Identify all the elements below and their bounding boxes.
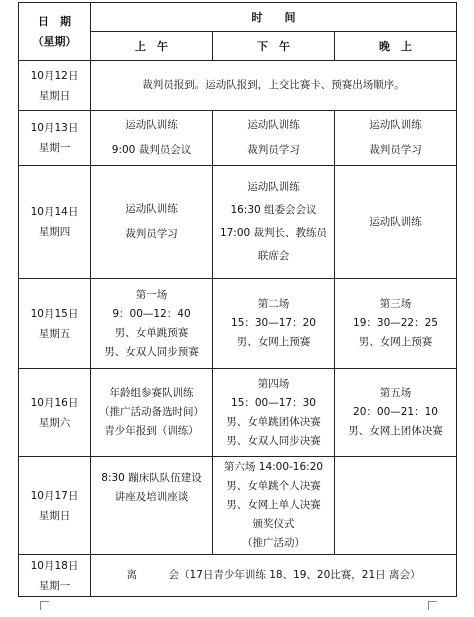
cell-text: 青少年报到（训练）	[104, 425, 199, 437]
weekday-text: 星期四	[38, 226, 71, 238]
cell-text: 裁判员学习	[369, 144, 422, 156]
evening-cell	[335, 457, 457, 555]
cell-text: 男、女双人同步决赛	[226, 434, 321, 447]
cell-text: 9:00 裁判员会议	[111, 144, 192, 156]
cell-text: 15：30—17：20	[231, 317, 316, 329]
cell-text: 第四场	[257, 377, 290, 390]
morning-cell	[91, 369, 213, 457]
cell-text: 运动队训练	[369, 215, 422, 228]
weekday-header-label: （星期）	[32, 34, 77, 48]
evening-cell	[335, 279, 457, 369]
date-cell	[19, 457, 91, 555]
afternoon-cell	[213, 457, 335, 555]
crop-mark	[428, 601, 437, 610]
weekday-text: 星期日	[38, 89, 71, 102]
afternoon-cell	[213, 279, 335, 369]
morning-header: 上 午	[91, 32, 213, 61]
cell-text: 男、女单跳个人决赛	[226, 480, 321, 492]
cell-text: 第二场	[257, 298, 290, 310]
cell-text: 男、女双人同步预赛	[104, 345, 199, 358]
cell-text: 第五场	[379, 387, 412, 399]
cell-text: 8:30 蹦床队队伍建设	[101, 472, 202, 484]
time-header: 时 间	[91, 3, 457, 32]
cell-text: 裁判员学习	[247, 144, 300, 156]
morning-cell	[91, 166, 213, 279]
cell-text: 男、女网上团体决赛	[348, 425, 443, 437]
cell-text: 男、女网上预赛	[358, 336, 433, 348]
table-row	[19, 369, 457, 457]
cell-text: 运动队训练	[125, 119, 178, 131]
cell-text: 男、女单跳团体决赛	[226, 415, 321, 428]
merged-text: 离 会（17日青少年训练 18、19、20比赛，21日 离会）	[126, 569, 421, 581]
cell-text: 运动队训练	[125, 203, 178, 215]
weekday-text: 星期五	[38, 327, 71, 340]
cell-text: 17:00 裁判长、教练员	[219, 227, 328, 239]
cell-text: 裁判员学习	[125, 228, 178, 240]
weekday-text: 星期一	[38, 142, 71, 154]
cell-text: 运动队训练	[247, 119, 300, 131]
afternoon-header: 下 午	[213, 32, 335, 61]
cell-text: 男、女网上预赛	[236, 336, 311, 348]
date-text: 10月16日	[30, 396, 79, 409]
cell-text: 20：00—21：10	[353, 406, 438, 418]
date-text: 10月12日	[30, 69, 79, 82]
table-row	[19, 279, 457, 369]
afternoon-cell	[213, 369, 335, 457]
cell-text: （推广活动）	[242, 537, 305, 549]
crop-mark	[40, 601, 49, 610]
table-row	[19, 61, 457, 111]
cell-text: 男、女单跳预赛	[114, 326, 189, 339]
cell-text: 年龄组参赛队训练	[109, 387, 194, 399]
date-header-cell	[19, 3, 91, 61]
cell-text: （推广活动备选时间）	[99, 406, 204, 418]
cell-text: 第三场	[379, 298, 412, 310]
evening-cell	[335, 166, 457, 279]
date-text: 10月17日	[30, 489, 79, 502]
date-cell	[19, 166, 91, 279]
cell-text: 颁奖仪式	[252, 518, 295, 530]
evening-cell	[335, 111, 457, 166]
merged-cell	[91, 61, 457, 111]
cell-text: 16:30 组委会会议	[230, 204, 317, 216]
table-row	[19, 166, 457, 279]
date-text: 10月13日	[30, 122, 79, 134]
cell-text: 男、女网上单人决赛	[226, 499, 321, 511]
weekday-text: 星期一	[38, 579, 71, 592]
weekday-text: 星期六	[38, 416, 71, 429]
cell-text: 第六场 14:00-16:20	[223, 461, 324, 473]
merged-cell	[91, 555, 457, 597]
evening-header: 晚 上	[335, 32, 457, 61]
date-cell	[19, 555, 91, 597]
merged-text: 裁判员报到。运动队报到，上交比赛卡、预赛出场顺序。	[142, 79, 405, 91]
table-row	[19, 457, 457, 555]
morning-cell	[91, 279, 213, 369]
morning-cell	[91, 111, 213, 166]
cell-text: 运动队训练	[247, 181, 300, 193]
date-text: 10月18日	[30, 559, 79, 572]
cell-text: 15：00—17：30	[231, 396, 316, 409]
afternoon-cell	[213, 166, 335, 279]
date-cell	[19, 111, 91, 166]
date-cell	[19, 61, 91, 111]
weekday-text: 星期日	[38, 509, 71, 522]
date-text: 10月14日	[30, 206, 79, 218]
cell-text: 联席会	[257, 250, 290, 262]
schedule-table	[18, 2, 457, 597]
cell-text: 运动队训练	[369, 119, 422, 131]
cell-text: 9：00—12：40	[112, 307, 191, 320]
date-cell	[19, 279, 91, 369]
cell-text: 第一场	[135, 288, 168, 301]
date-cell	[19, 369, 91, 457]
date-text: 10月15日	[30, 307, 79, 320]
table-row	[19, 111, 457, 166]
table-row	[19, 555, 457, 597]
evening-cell	[335, 369, 457, 457]
afternoon-cell	[213, 111, 335, 166]
date-header-label: 日 期	[38, 14, 71, 28]
cell-text: 19：30—22：25	[353, 317, 438, 329]
morning-cell	[91, 457, 213, 555]
cell-text: 讲座及培训座谈	[114, 491, 189, 503]
